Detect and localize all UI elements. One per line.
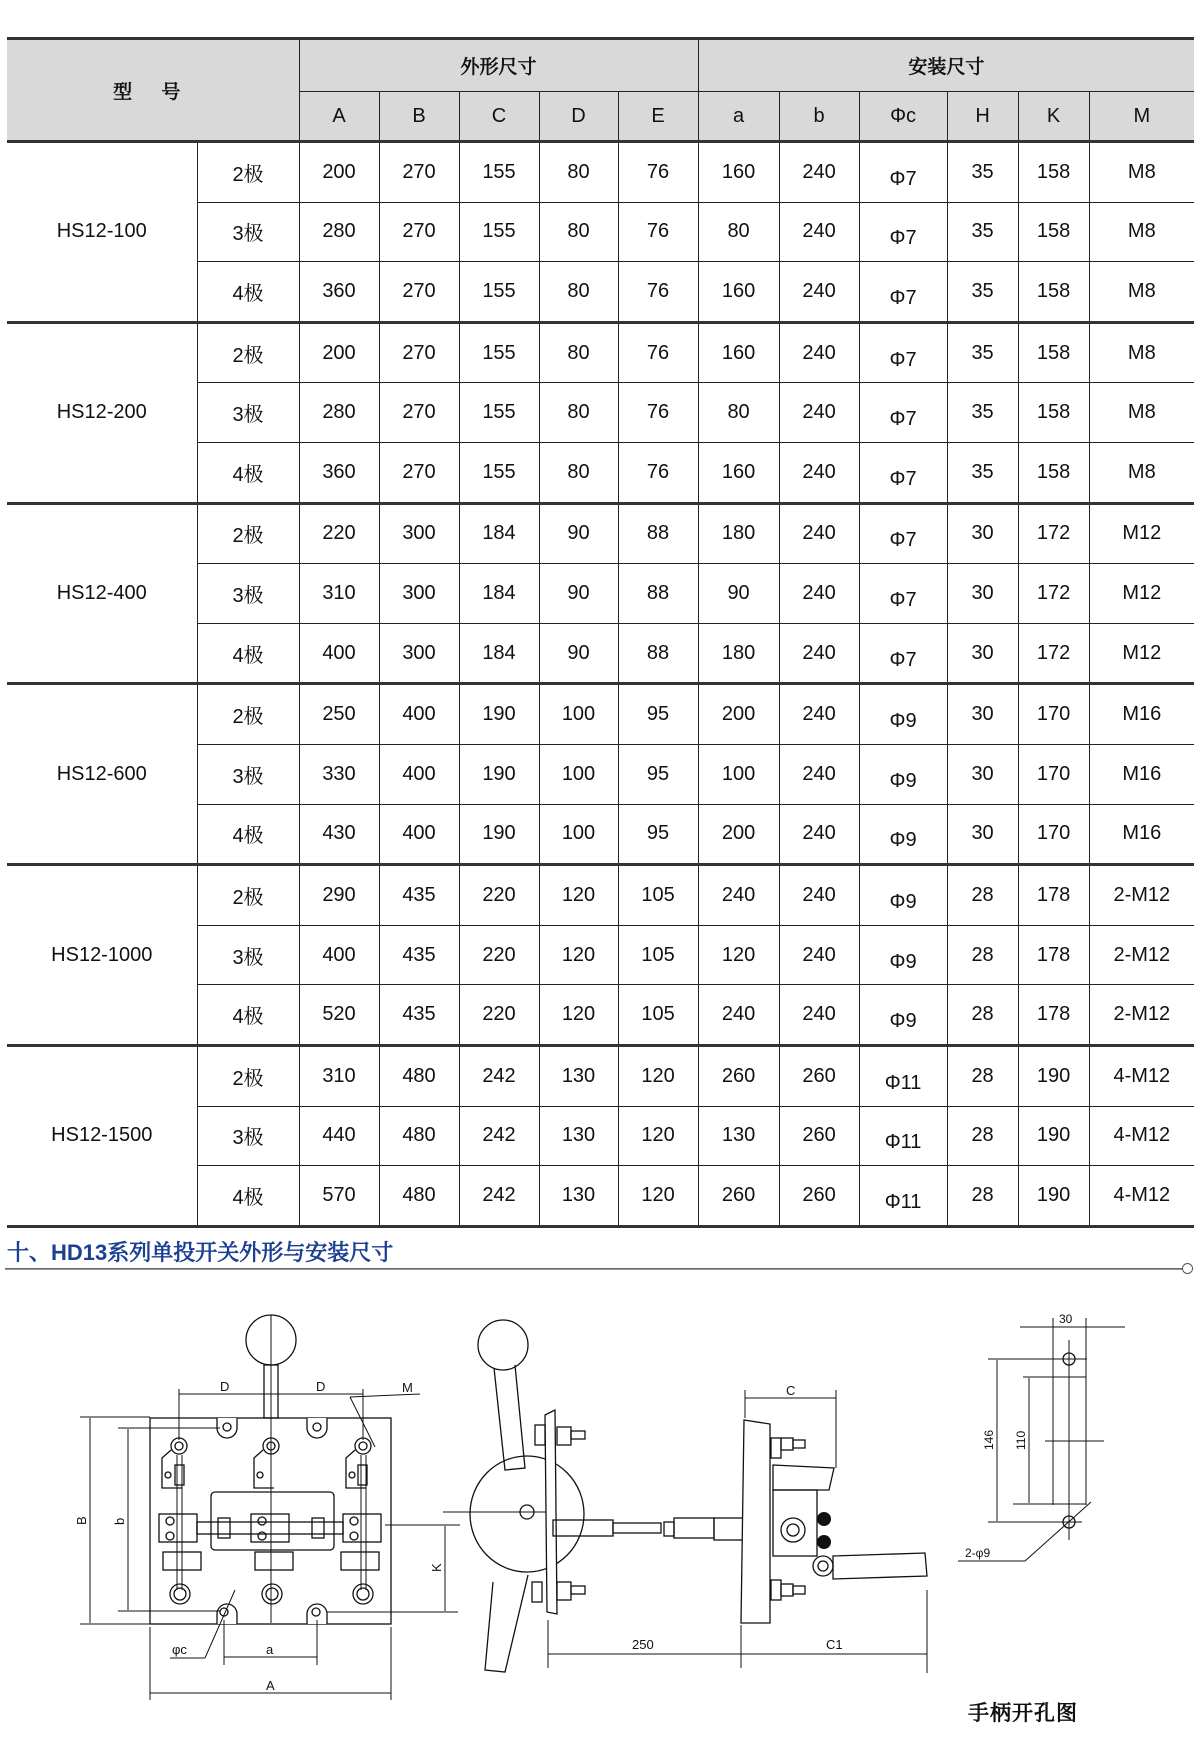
value-cell: 200 — [698, 804, 779, 865]
value-cell: 30 — [947, 804, 1018, 865]
front-view-drawing — [74, 1315, 460, 1700]
value-cell: 280 — [299, 202, 379, 262]
value-cell: 240 — [779, 503, 859, 564]
value-cell: 240 — [779, 925, 859, 985]
value-cell: 28 — [947, 865, 1018, 926]
value-cell: M8 — [1089, 262, 1194, 323]
value-cell: 105 — [618, 865, 698, 926]
value-cell: 95 — [618, 684, 698, 745]
value-cell: 190 — [459, 804, 539, 865]
value-cell: 172 — [1018, 564, 1089, 624]
value-cell: 160 — [698, 322, 779, 383]
value-cell: 158 — [1018, 202, 1089, 262]
value-cell: 120 — [539, 865, 618, 926]
value-cell: 480 — [379, 1106, 459, 1166]
value-cell: 4-M12 — [1089, 1166, 1194, 1227]
model-header: 型 号 — [7, 39, 299, 142]
value-cell: 300 — [379, 564, 459, 624]
value-cell: 330 — [299, 744, 379, 804]
value-cell: 35 — [947, 442, 1018, 503]
value-cell: 520 — [299, 985, 379, 1046]
value-cell: 290 — [299, 865, 379, 926]
value-cell: M12 — [1089, 503, 1194, 564]
value-cell: 160 — [698, 262, 779, 323]
value-cell: 220 — [459, 925, 539, 985]
label-C1: C1 — [826, 1637, 843, 1652]
table-row — [7, 322, 1194, 383]
value-cell: 260 — [779, 1106, 859, 1166]
value-cell: 100 — [698, 744, 779, 804]
value-cell: M8 — [1089, 142, 1194, 203]
value-cell: 240 — [779, 684, 859, 745]
value-cell: 4-M12 — [1089, 1106, 1194, 1166]
label-D-left: D — [220, 1379, 230, 1394]
value-cell: Φ7 — [859, 383, 947, 443]
value-cell: 120 — [618, 1106, 698, 1166]
value-cell: 28 — [947, 1045, 1018, 1106]
value-cell: 30 — [947, 744, 1018, 804]
table-row — [7, 684, 1194, 745]
value-cell: 35 — [947, 262, 1018, 323]
value-cell: 105 — [618, 985, 698, 1046]
value-cell: 250 — [299, 684, 379, 745]
value-cell: 76 — [618, 383, 698, 443]
value-cell: 76 — [618, 142, 698, 203]
value-cell: Φ9 — [859, 804, 947, 865]
value-cell: 35 — [947, 202, 1018, 262]
poles-cell: 2极 — [197, 865, 299, 926]
value-cell: 30 — [947, 623, 1018, 684]
value-cell: 28 — [947, 1106, 1018, 1166]
value-cell: 155 — [459, 262, 539, 323]
value-cell: 28 — [947, 1166, 1018, 1227]
value-cell: 184 — [459, 623, 539, 684]
value-cell: 260 — [698, 1166, 779, 1227]
value-cell: 100 — [539, 744, 618, 804]
value-cell: M8 — [1089, 442, 1194, 503]
value-cell: 2-M12 — [1089, 985, 1194, 1046]
value-cell: Φ11 — [859, 1166, 947, 1227]
value-cell: 80 — [539, 142, 618, 203]
value-cell: 400 — [299, 925, 379, 985]
column-header: H — [947, 92, 1018, 142]
model-cell: HS12-600 — [7, 684, 197, 865]
side-handle-knob — [478, 1320, 528, 1370]
value-cell: 95 — [618, 804, 698, 865]
value-cell: Φ9 — [859, 744, 947, 804]
value-cell: M8 — [1089, 322, 1194, 383]
poles-cell: 4极 — [197, 262, 299, 323]
value-cell: 435 — [379, 985, 459, 1046]
value-cell: 158 — [1018, 262, 1089, 323]
value-cell: 240 — [698, 985, 779, 1046]
value-cell: 120 — [539, 925, 618, 985]
value-cell: 155 — [459, 442, 539, 503]
value-cell: Φ7 — [859, 142, 947, 203]
value-cell: 90 — [539, 623, 618, 684]
value-cell: 190 — [1018, 1045, 1089, 1106]
column-header: a — [698, 92, 779, 142]
value-cell: 240 — [779, 985, 859, 1046]
value-cell: 100 — [539, 684, 618, 745]
value-cell: 120 — [618, 1166, 698, 1227]
value-cell: M16 — [1089, 684, 1194, 745]
value-cell: 180 — [698, 623, 779, 684]
value-cell: 80 — [539, 322, 618, 383]
value-cell: 242 — [459, 1106, 539, 1166]
label-C: C — [786, 1383, 796, 1398]
column-header: C — [459, 92, 539, 142]
value-cell: 260 — [698, 1045, 779, 1106]
handle-hole-drawing — [958, 1312, 1125, 1561]
value-cell: 130 — [539, 1045, 618, 1106]
label-holes: 2-φ9 — [965, 1546, 991, 1560]
value-cell: 270 — [379, 383, 459, 443]
value-cell: Φ7 — [859, 442, 947, 503]
value-cell: 240 — [779, 442, 859, 503]
poles-cell: 2极 — [197, 503, 299, 564]
technical-drawings — [0, 1290, 1200, 1763]
value-cell: 130 — [539, 1106, 618, 1166]
switch-base-side — [741, 1420, 770, 1623]
value-cell: 76 — [618, 442, 698, 503]
value-cell: 190 — [1018, 1166, 1089, 1227]
model-cell: HS12-200 — [7, 322, 197, 503]
value-cell: 170 — [1018, 684, 1089, 745]
value-cell: 270 — [379, 442, 459, 503]
value-cell: 105 — [618, 925, 698, 985]
pole-left — [159, 1438, 201, 1604]
value-cell: 270 — [379, 202, 459, 262]
value-cell: 80 — [539, 262, 618, 323]
value-cell: 270 — [379, 262, 459, 323]
value-cell: 28 — [947, 985, 1018, 1046]
value-cell: 76 — [618, 322, 698, 383]
value-cell: 240 — [779, 744, 859, 804]
value-cell: Φ11 — [859, 1106, 947, 1166]
value-cell: 400 — [299, 623, 379, 684]
value-cell: M8 — [1089, 383, 1194, 443]
value-cell: 155 — [459, 142, 539, 203]
value-cell: M16 — [1089, 744, 1194, 804]
table-row — [7, 1045, 1194, 1106]
value-cell: 95 — [618, 744, 698, 804]
column-header: K — [1018, 92, 1089, 142]
value-cell: Φ7 — [859, 322, 947, 383]
value-cell: 35 — [947, 383, 1018, 443]
label-a: a — [266, 1642, 274, 1657]
value-cell: 172 — [1018, 503, 1089, 564]
label-width-30: 30 — [1059, 1312, 1073, 1326]
value-cell: 570 — [299, 1166, 379, 1227]
value-cell: 88 — [618, 503, 698, 564]
value-cell: 310 — [299, 564, 379, 624]
value-cell: 242 — [459, 1045, 539, 1106]
value-cell: 240 — [779, 623, 859, 684]
value-cell: Φ7 — [859, 564, 947, 624]
value-cell: Φ9 — [859, 684, 947, 745]
table-row — [7, 142, 1194, 203]
value-cell: 80 — [698, 383, 779, 443]
model-cell: HS12-100 — [7, 142, 197, 323]
value-cell: 400 — [379, 744, 459, 804]
value-cell: 240 — [779, 383, 859, 443]
side-view-drawing — [443, 1320, 927, 1673]
value-cell: 4-M12 — [1089, 1045, 1194, 1106]
value-cell: 310 — [299, 1045, 379, 1106]
value-cell: 178 — [1018, 865, 1089, 926]
column-header: b — [779, 92, 859, 142]
value-cell: 220 — [459, 985, 539, 1046]
value-cell: 90 — [698, 564, 779, 624]
value-cell: 400 — [379, 804, 459, 865]
model-cell: HS12-400 — [7, 503, 197, 684]
value-cell: 90 — [539, 564, 618, 624]
value-cell: 240 — [779, 322, 859, 383]
label-250: 250 — [632, 1637, 654, 1652]
value-cell: 88 — [618, 623, 698, 684]
pole-middle — [251, 1438, 293, 1604]
poles-cell: 3极 — [197, 383, 299, 443]
value-cell: 242 — [459, 1166, 539, 1227]
value-cell: 240 — [779, 142, 859, 203]
poles-cell: 2极 — [197, 142, 299, 203]
value-cell: 158 — [1018, 142, 1089, 203]
label-height-146: 146 — [982, 1429, 996, 1450]
poles-cell: 2极 — [197, 684, 299, 745]
value-cell: 120 — [539, 985, 618, 1046]
value-cell: 270 — [379, 142, 459, 203]
value-cell: 435 — [379, 865, 459, 926]
model-cell: HS12-1000 — [7, 865, 197, 1046]
value-cell: 440 — [299, 1106, 379, 1166]
value-cell: 2-M12 — [1089, 925, 1194, 985]
value-cell: 76 — [618, 202, 698, 262]
value-cell: 200 — [299, 322, 379, 383]
value-cell: M8 — [1089, 202, 1194, 262]
section-divider — [5, 1268, 1183, 1270]
value-cell: 30 — [947, 684, 1018, 745]
value-cell: 240 — [779, 262, 859, 323]
value-cell: 178 — [1018, 985, 1089, 1046]
handle-hole-caption: 手柄开孔图 — [968, 1702, 1078, 1725]
value-cell: 30 — [947, 564, 1018, 624]
value-cell: 480 — [379, 1166, 459, 1227]
value-cell: 240 — [779, 865, 859, 926]
poles-cell: 3极 — [197, 1106, 299, 1166]
value-cell: 155 — [459, 383, 539, 443]
value-cell: 172 — [1018, 623, 1089, 684]
poles-cell: 3极 — [197, 744, 299, 804]
value-cell: Φ7 — [859, 623, 947, 684]
value-cell: 158 — [1018, 322, 1089, 383]
value-cell: 240 — [779, 804, 859, 865]
column-header: Φc — [859, 92, 947, 142]
poles-cell: 4极 — [197, 804, 299, 865]
value-cell: 120 — [698, 925, 779, 985]
value-cell: 120 — [618, 1045, 698, 1106]
value-cell: 480 — [379, 1045, 459, 1106]
outline-dimensions-header: 外形尺寸 — [299, 39, 698, 92]
value-cell: 158 — [1018, 383, 1089, 443]
value-cell: 240 — [779, 202, 859, 262]
value-cell: 155 — [459, 202, 539, 262]
value-cell: 184 — [459, 503, 539, 564]
value-cell: 220 — [299, 503, 379, 564]
value-cell: 80 — [539, 383, 618, 443]
value-cell: 178 — [1018, 925, 1089, 985]
value-cell: Φ9 — [859, 925, 947, 985]
value-cell: 130 — [539, 1166, 618, 1227]
label-b: b — [112, 1517, 127, 1525]
poles-cell: 4极 — [197, 623, 299, 684]
value-cell: 158 — [1018, 442, 1089, 503]
value-cell: 260 — [779, 1166, 859, 1227]
value-cell: 190 — [459, 684, 539, 745]
value-cell: 30 — [947, 503, 1018, 564]
column-header: B — [379, 92, 459, 142]
value-cell: 270 — [379, 322, 459, 383]
value-cell: 80 — [539, 202, 618, 262]
poles-cell: 2极 — [197, 1045, 299, 1106]
column-header: M — [1089, 92, 1194, 142]
poles-cell: 3极 — [197, 202, 299, 262]
value-cell: 155 — [459, 322, 539, 383]
label-K-front: K — [429, 1563, 444, 1572]
value-cell: Φ7 — [859, 262, 947, 323]
model-cell: HS12-1500 — [7, 1045, 197, 1226]
value-cell: 280 — [299, 383, 379, 443]
value-cell: 190 — [1018, 1106, 1089, 1166]
value-cell: 300 — [379, 623, 459, 684]
value-cell: 300 — [379, 503, 459, 564]
value-cell: 240 — [698, 865, 779, 926]
value-cell: 28 — [947, 925, 1018, 985]
value-cell: Φ9 — [859, 865, 947, 926]
value-cell: M12 — [1089, 564, 1194, 624]
value-cell: 180 — [698, 503, 779, 564]
value-cell: 184 — [459, 564, 539, 624]
dimension-table — [7, 37, 1194, 1228]
value-cell: 200 — [299, 142, 379, 203]
value-cell: 260 — [779, 1045, 859, 1106]
poles-cell: 4极 — [197, 1166, 299, 1227]
value-cell: 170 — [1018, 744, 1089, 804]
value-cell: 80 — [698, 202, 779, 262]
value-cell: Φ9 — [859, 985, 947, 1046]
value-cell: 360 — [299, 442, 379, 503]
value-cell: 88 — [618, 564, 698, 624]
poles-cell: 4极 — [197, 442, 299, 503]
value-cell: 170 — [1018, 804, 1089, 865]
poles-cell: 3极 — [197, 925, 299, 985]
value-cell: 80 — [539, 442, 618, 503]
value-cell: M12 — [1089, 623, 1194, 684]
label-height-110: 110 — [1014, 1430, 1028, 1450]
value-cell: 400 — [379, 684, 459, 745]
label-phi-c: φc — [172, 1642, 187, 1657]
value-cell: 76 — [618, 262, 698, 323]
value-cell: 220 — [459, 865, 539, 926]
label-M: M — [402, 1380, 413, 1395]
pole-right — [341, 1438, 381, 1604]
table-row — [7, 503, 1194, 564]
value-cell: 360 — [299, 262, 379, 323]
value-cell: Φ7 — [859, 503, 947, 564]
column-header: A — [299, 92, 379, 142]
install-dimensions-header: 安装尺寸 — [698, 39, 1194, 92]
value-cell: Φ7 — [859, 202, 947, 262]
label-A: A — [266, 1678, 275, 1693]
section-title: 十、HD13系列单投开关外形与安装尺寸 — [7, 1240, 394, 1265]
poles-cell: 4极 — [197, 985, 299, 1046]
value-cell: 160 — [698, 442, 779, 503]
value-cell: 430 — [299, 804, 379, 865]
table-row — [7, 865, 1194, 926]
value-cell: M16 — [1089, 804, 1194, 865]
value-cell: 200 — [698, 684, 779, 745]
poles-cell: 2极 — [197, 322, 299, 383]
value-cell: 90 — [539, 503, 618, 564]
value-cell: 435 — [379, 925, 459, 985]
value-cell: 100 — [539, 804, 618, 865]
value-cell: 240 — [779, 564, 859, 624]
column-header: E — [618, 92, 698, 142]
value-cell: 160 — [698, 142, 779, 203]
label-D-right: D — [316, 1379, 326, 1394]
poles-cell: 3极 — [197, 564, 299, 624]
value-cell: 35 — [947, 322, 1018, 383]
column-header: D — [539, 92, 618, 142]
label-B: B — [74, 1516, 89, 1525]
table-body — [7, 142, 1194, 1227]
value-cell: Φ11 — [859, 1045, 947, 1106]
value-cell: 190 — [459, 744, 539, 804]
divider-end-circle-icon — [1182, 1263, 1193, 1274]
value-cell: 35 — [947, 142, 1018, 203]
value-cell: 130 — [698, 1106, 779, 1166]
value-cell: 2-M12 — [1089, 865, 1194, 926]
